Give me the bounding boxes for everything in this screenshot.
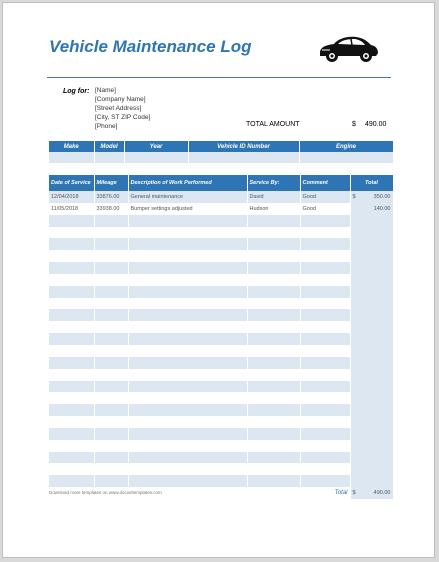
date-cell[interactable] [49,262,94,274]
address-block [95,86,150,131]
table-row [49,203,393,215]
description-cell[interactable] [128,369,247,381]
comment-cell[interactable] [300,321,350,333]
comment-cell[interactable] [300,250,350,262]
date-cell[interactable] [49,404,94,416]
date-cell[interactable] [49,321,94,333]
col-vin: Vehicle ID Number [188,141,299,152]
date-cell[interactable]: 12/04/2018 [49,191,94,203]
description-cell[interactable] [128,428,247,440]
table-row [49,345,393,357]
mileage-cell[interactable] [94,286,128,298]
total-amount-label: TOTAL AMOUNT [246,121,300,128]
make-cell[interactable] [49,152,94,163]
description-cell[interactable] [128,298,247,310]
description-cell[interactable] [128,452,247,464]
comment-cell[interactable] [300,274,350,286]
grand-total-value: 490.00 [373,490,391,497]
total-cell[interactable] [350,286,393,298]
total-cell[interactable] [350,238,393,250]
mileage-cell[interactable] [94,475,128,487]
address-street[interactable]: [Street Address] [95,105,142,112]
total-cell[interactable] [350,404,393,416]
description-cell[interactable] [128,321,247,333]
comment-cell[interactable] [300,463,350,475]
service-by-cell[interactable] [247,416,300,428]
comment-cell[interactable] [300,298,350,310]
table-row [49,452,393,464]
total-cell[interactable] [350,191,393,203]
col-model: Model [94,141,124,152]
description-cell[interactable] [128,404,247,416]
description-cell[interactable] [128,309,247,321]
mileage-cell[interactable] [94,227,128,239]
col-total: Total [350,175,393,191]
description-cell[interactable]: General maintenance [128,191,247,203]
comment-cell[interactable] [300,428,350,440]
col-year: Year [124,141,188,152]
maintenance-table [49,175,394,499]
service-by-cell[interactable] [247,404,300,416]
mileage-cell[interactable] [94,404,128,416]
mileage-cell[interactable] [94,238,128,250]
date-cell[interactable] [49,250,94,262]
mileage-cell[interactable] [94,392,128,404]
mileage-cell[interactable] [94,452,128,464]
description-cell[interactable] [128,392,247,404]
table-row [49,250,393,262]
table-row [49,333,393,345]
date-cell[interactable] [49,345,94,357]
total-cell[interactable] [350,475,393,487]
total-cell[interactable] [350,321,393,333]
comment-cell[interactable] [300,452,350,464]
col-engine: Engine [299,141,393,152]
vin-cell[interactable] [188,152,299,163]
mileage-cell[interactable] [94,369,128,381]
description-cell[interactable]: Bumper settings adjusted [128,203,247,215]
table-row [49,440,393,452]
comment-cell[interactable] [300,357,350,369]
comment-cell[interactable] [300,238,350,250]
table-row [49,475,393,487]
description-cell[interactable] [128,274,247,286]
description-cell[interactable] [128,262,247,274]
service-by-cell[interactable] [247,463,300,475]
mileage-cell[interactable] [94,321,128,333]
table-row [49,321,393,333]
log-for-label: Log for: [63,88,90,95]
date-cell[interactable] [49,286,94,298]
total-cell[interactable] [350,227,393,239]
total-cell[interactable] [350,463,393,475]
address-name[interactable]: [Name] [95,87,116,94]
col-comment: Comment [300,175,350,191]
total-cell[interactable] [350,392,393,404]
date-cell[interactable] [49,298,94,310]
total-cell[interactable] [350,262,393,274]
row-currency: $ [352,193,356,200]
mileage-cell[interactable] [94,262,128,274]
mileage-cell[interactable] [94,416,128,428]
mileage-cell[interactable] [94,463,128,475]
comment-cell[interactable] [300,392,350,404]
grand-total-label: Total [49,487,350,499]
table-row [49,392,393,404]
table-row [49,215,393,227]
table-row [49,309,393,321]
vehicle-header-row [49,141,393,152]
table-row [49,381,393,393]
date-cell[interactable]: 11/05/2018 [49,203,94,215]
description-cell[interactable] [128,250,247,262]
service-by-cell[interactable] [247,357,300,369]
description-cell[interactable] [128,333,247,345]
col-mileage: Mileage [94,175,128,191]
service-by-cell[interactable] [247,440,300,452]
page-title: Vehicle Maintenance Log [49,37,252,56]
comment-cell[interactable] [300,227,350,239]
comment-cell[interactable] [300,309,350,321]
description-cell[interactable] [128,463,247,475]
total-amount-value: 490.00 [365,121,387,128]
mileage-cell[interactable] [94,333,128,345]
car-icon [316,31,380,65]
footer-note[interactable]: Download more templates on www.docxeltemplates.com [49,490,162,495]
total-cell[interactable] [350,369,393,381]
description-cell[interactable] [128,357,247,369]
mileage-cell[interactable] [94,215,128,227]
grand-total-cell [350,487,393,499]
description-cell[interactable] [128,416,247,428]
mileage-cell[interactable] [94,440,128,452]
table-row [49,238,393,250]
total-cell[interactable] [350,309,393,321]
date-cell[interactable] [49,392,94,404]
mileage-cell[interactable] [94,357,128,369]
date-cell[interactable] [49,369,94,381]
comment-cell[interactable] [300,369,350,381]
total-cell[interactable] [350,298,393,310]
service-by-cell[interactable] [247,381,300,393]
total-cell[interactable] [350,357,393,369]
vehicle-data-row [49,152,393,163]
table-row [49,369,393,381]
service-by-cell[interactable] [247,475,300,487]
mileage-cell[interactable] [94,428,128,440]
table-row [49,262,393,274]
comment-cell[interactable] [300,333,350,345]
total-cell[interactable] [350,274,393,286]
comment-cell[interactable] [300,404,350,416]
service-by-cell[interactable] [247,274,300,286]
table-row [49,357,393,369]
table-row [49,191,393,203]
model-cell[interactable] [94,152,124,163]
maintenance-body [49,191,393,499]
date-cell[interactable] [49,333,94,345]
service-by-cell[interactable] [247,428,300,440]
service-by-cell[interactable] [247,227,300,239]
total-cell[interactable] [350,416,393,428]
total-cell[interactable] [350,250,393,262]
service-by-cell[interactable]: Hudson [247,203,300,215]
comment-cell[interactable] [300,286,350,298]
comment-cell[interactable] [300,215,350,227]
service-by-cell[interactable] [247,238,300,250]
year-cell[interactable] [124,152,188,163]
comment-cell[interactable] [300,345,350,357]
comment-cell[interactable] [300,440,350,452]
description-cell[interactable] [128,215,247,227]
row-total-value: 140.00 [373,205,391,212]
mileage-cell[interactable] [94,381,128,393]
date-cell[interactable] [49,238,94,250]
total-cell[interactable] [350,440,393,452]
address-phone[interactable]: [Phone] [95,123,118,130]
table-row [49,227,393,239]
description-cell[interactable] [128,286,247,298]
service-by-cell[interactable] [247,333,300,345]
address-company[interactable]: [Company Name] [95,96,146,103]
description-cell[interactable] [128,345,247,357]
maintenance-header-row [49,175,393,191]
comment-cell[interactable]: Good [300,191,350,203]
date-cell[interactable] [49,428,94,440]
date-cell[interactable] [49,227,94,239]
service-by-cell[interactable] [247,309,300,321]
description-cell[interactable] [128,381,247,393]
description-cell[interactable] [128,238,247,250]
date-cell[interactable] [49,440,94,452]
service-by-cell[interactable] [247,286,300,298]
vehicle-table [49,141,394,163]
service-by-cell[interactable]: David [247,191,300,203]
mileage-cell[interactable]: 33876.00 [94,191,128,203]
service-by-cell[interactable] [247,215,300,227]
total-cell[interactable] [350,345,393,357]
date-cell[interactable] [49,381,94,393]
header-divider [47,77,391,78]
table-row [49,463,393,475]
col-description: Description of Work Performed [128,175,247,191]
date-cell[interactable] [49,357,94,369]
date-cell[interactable] [49,416,94,428]
service-by-cell[interactable] [247,452,300,464]
service-by-cell[interactable] [247,298,300,310]
service-by-cell[interactable] [247,392,300,404]
date-cell[interactable] [49,274,94,286]
total-cell[interactable] [350,452,393,464]
table-row [49,298,393,310]
table-row [49,404,393,416]
total-cell[interactable] [350,203,393,215]
mileage-cell[interactable] [94,274,128,286]
service-by-cell[interactable] [247,369,300,381]
comment-cell[interactable] [300,475,350,487]
total-cell[interactable] [350,428,393,440]
service-by-cell[interactable] [247,345,300,357]
date-cell[interactable] [49,215,94,227]
table-row [49,428,393,440]
comment-cell[interactable] [300,262,350,274]
service-by-cell[interactable] [247,321,300,333]
table-row [49,416,393,428]
service-by-cell[interactable] [247,250,300,262]
description-cell[interactable] [128,227,247,239]
mileage-cell[interactable] [94,309,128,321]
document-page [2,2,435,558]
mileage-cell[interactable] [94,298,128,310]
total-amount-currency: $ [352,121,356,128]
total-cell[interactable] [350,333,393,345]
grand-total-currency: $ [352,490,356,497]
col-service-by: Service By: [247,175,300,191]
date-cell[interactable] [49,463,94,475]
address-city[interactable]: [City, ST ZIP Code] [95,114,151,121]
table-row [49,286,393,298]
description-cell[interactable] [128,475,247,487]
row-total-value: 350.00 [373,193,391,200]
description-cell[interactable] [128,440,247,452]
comment-cell[interactable] [300,381,350,393]
mileage-cell[interactable]: 33938.00 [94,203,128,215]
mileage-cell[interactable] [94,250,128,262]
col-date: Date of Service [49,175,94,191]
col-make: Make [49,141,94,152]
service-by-cell[interactable] [247,262,300,274]
comment-cell[interactable] [300,416,350,428]
date-cell[interactable] [49,475,94,487]
total-cell[interactable] [350,381,393,393]
engine-cell[interactable] [299,152,393,163]
mileage-cell[interactable] [94,345,128,357]
date-cell[interactable] [49,309,94,321]
table-row [49,274,393,286]
date-cell[interactable] [49,452,94,464]
total-cell[interactable] [350,215,393,227]
comment-cell[interactable]: Good [300,203,350,215]
